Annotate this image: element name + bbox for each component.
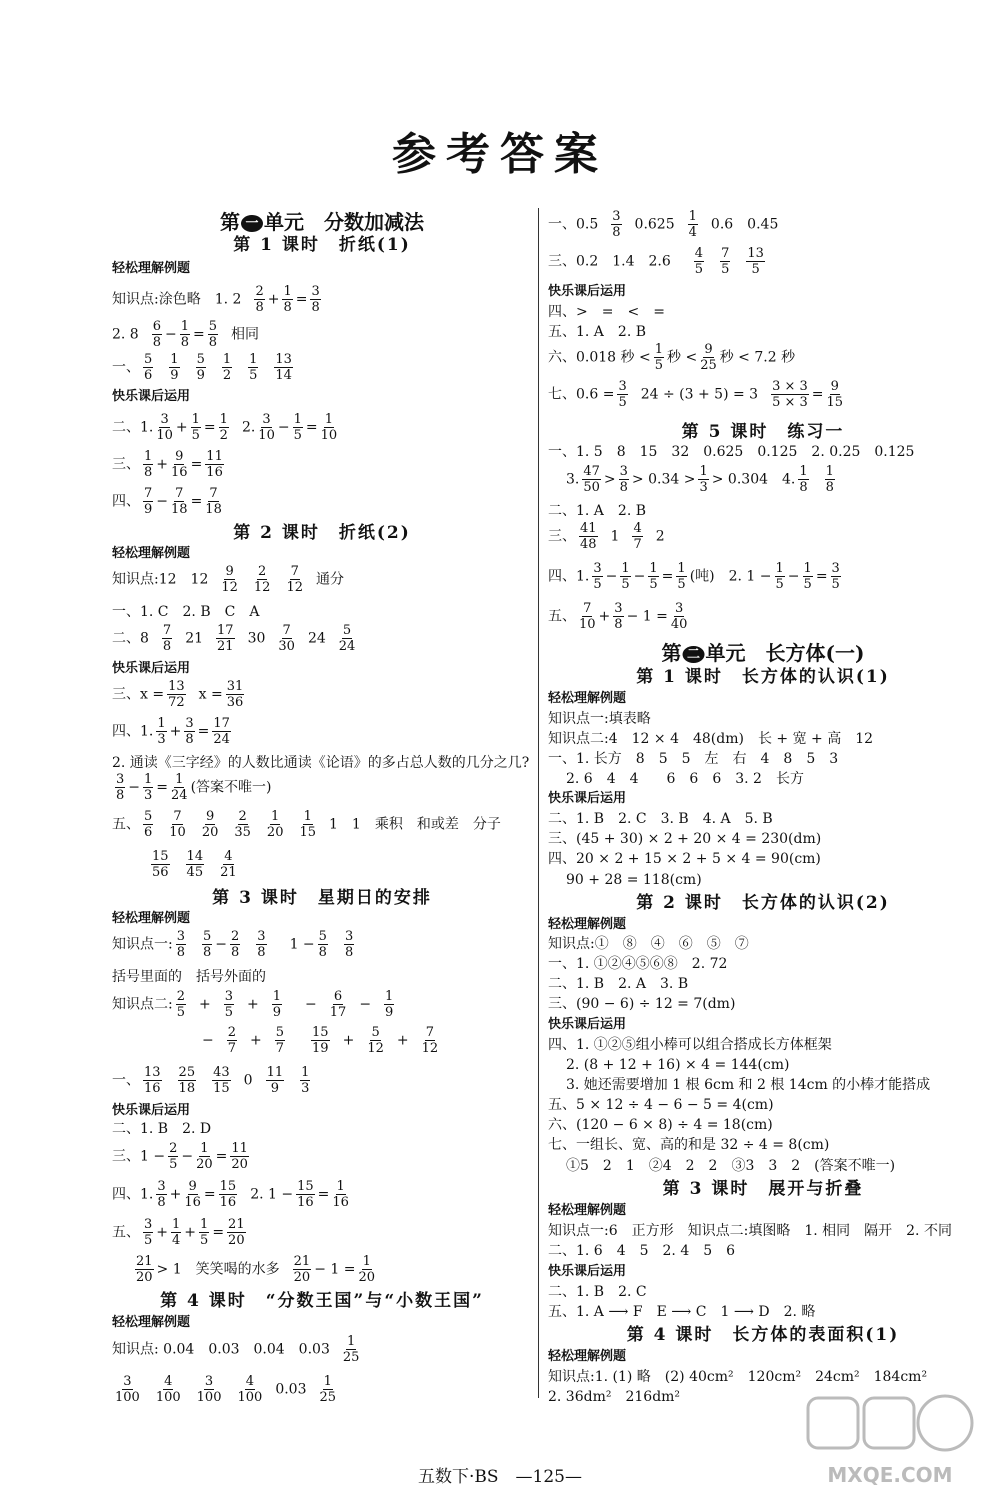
answer-line: 2. 6 4 4 6 6 6 3. 2 长方 bbox=[566, 771, 804, 787]
answer-line: 五、1. A 2. B bbox=[548, 324, 647, 340]
section-label: 轻松理解例题 bbox=[548, 1203, 627, 1218]
answer-line: 四、1. $\frac{1}{3}$ + $\frac{3}{8}$ = $\frac{17}{24}$ bbox=[112, 716, 230, 747]
answer-line: 三、 $\frac{1}{8}$ + $\frac{9}{16}$ = $\frac{11}{16}$ bbox=[112, 449, 223, 480]
fraction: $\frac{1}{3}$ bbox=[157, 716, 166, 747]
answer-line: 二、8 $\frac{7}{8}$ 21 $\frac{17}{21}$ 30 $\frac{7}{30}$ 24 $\frac{5}{24}$ bbox=[112, 623, 356, 654]
fraction: $\frac{5}{24}$ bbox=[338, 623, 356, 654]
fraction: $\frac{3 \times 3}{5 \times 3}$ bbox=[772, 379, 808, 410]
answer-line: 五、 $\frac{3}{5}$ + $\frac{1}{4}$ + $\frac{1}{5}$ = $\frac{21}{20}$ bbox=[112, 1217, 245, 1248]
fraction: $\frac{3}{10}$ bbox=[156, 412, 173, 443]
fraction: $\frac{7}{30}$ bbox=[278, 623, 295, 654]
answer-line: $\frac{3}{8}$ − $\frac{1}{3}$ = $\frac{1}{24}$ (答案不唯一) bbox=[116, 772, 272, 803]
answer-line: 四、> = < = bbox=[548, 304, 665, 320]
fraction: $\frac{7}{5}$ bbox=[721, 246, 730, 277]
fraction: $\frac{2}{8}$ bbox=[255, 284, 264, 315]
fraction: $\frac{3}{5}$ bbox=[144, 1217, 153, 1248]
fraction: $\frac{3}{8}$ bbox=[614, 601, 623, 632]
lesson-heading: 第 2 课时 折纸(2) bbox=[233, 523, 411, 543]
fraction: $\frac{6}{17}$ bbox=[329, 989, 347, 1020]
fraction: $\frac{7}{18}$ bbox=[205, 486, 222, 517]
fraction: $\frac{43}{15}$ bbox=[213, 1065, 230, 1096]
fraction: $\frac{3}{8}$ bbox=[344, 929, 354, 960]
answer-line: $\frac{3}{100}$ $\frac{4}{100}$ $\frac{3}{100}$ $\frac{4}{100}$ 0.03 $\frac{1}{25}$ bbox=[115, 1374, 337, 1405]
section-label: 快乐课后运用 bbox=[548, 284, 627, 299]
fraction: $\frac{7}{8}$ bbox=[162, 623, 172, 654]
fraction: $\frac{3}{8}$ bbox=[257, 929, 266, 960]
fraction: $\frac{2}{5}$ bbox=[169, 1141, 178, 1172]
fraction: $\frac{14}{45}$ bbox=[186, 849, 204, 880]
fraction: $\frac{17}{21}$ bbox=[217, 623, 234, 654]
fraction: $\frac{11}{16}$ bbox=[206, 449, 223, 480]
fraction: $\frac{1}{9}$ bbox=[170, 352, 179, 383]
lesson-heading: 第 4 课时 长方体的表面积(1) bbox=[626, 1325, 900, 1345]
fraction: $\frac{9}{16}$ bbox=[184, 1179, 201, 1210]
fraction: $\frac{5}{7}$ bbox=[275, 1025, 285, 1056]
fraction: $\frac{1}{3}$ bbox=[699, 464, 708, 495]
page-title: 参考答案 bbox=[392, 129, 608, 180]
fraction: $\frac{13}{16}$ bbox=[144, 1065, 161, 1096]
fraction: $\frac{5}{8}$ bbox=[203, 929, 212, 960]
fraction: $\frac{3}{8}$ bbox=[311, 284, 320, 315]
fraction: $\frac{1}{10}$ bbox=[320, 412, 338, 443]
fraction: $\frac{1}{4}$ bbox=[688, 209, 697, 240]
answer-line: 五、 $\frac{7}{10}$ + $\frac{3}{8}$ − 1 = $\frac{3}{40}$ bbox=[548, 601, 688, 632]
answer-line: 知识点二: $\frac{2}{5}$ + $\frac{3}{5}$ + $\frac{1}{9}$ − $\frac{6}{17}$ − $\frac{1}{9}$ bbox=[112, 989, 394, 1020]
fraction: $\frac{4}{21}$ bbox=[220, 849, 237, 880]
fraction: $\frac{13}{72}$ bbox=[168, 679, 185, 710]
section-label: 快乐课后运用 bbox=[548, 1264, 627, 1279]
fraction: $\frac{1}{8}$ bbox=[799, 464, 808, 495]
fraction: $\frac{7}{9}$ bbox=[144, 486, 153, 517]
answer-line: 二、1. 6 4 5 2. 4 5 6 bbox=[548, 1243, 736, 1259]
answer-line: 3. 她还需要增加 1 根 6cm 和 2 根 14cm 的小棒才能搭成 bbox=[566, 1077, 931, 1093]
fraction: $\frac{1}{8}$ bbox=[144, 449, 153, 480]
fraction: $\frac{3}{100}$ bbox=[115, 1374, 140, 1405]
answer-line: 知识点一: $\frac{3}{8}$ $\frac{5}{8}$ − $\frac{2}{8}$ $\frac{3}{8}$ 1 − $\frac{5}{8}$ $\frac{3}{8}$ bbox=[112, 929, 354, 960]
section-label: 轻松理解例题 bbox=[112, 261, 191, 276]
answer-line: 二、1. B 2. C bbox=[548, 1284, 647, 1300]
lesson-heading: 第 1 课时 长方体的认识(1) bbox=[636, 667, 890, 687]
fraction: $\frac{2}{8}$ bbox=[231, 929, 240, 960]
answer-line: 四、 $\frac{7}{9}$ − $\frac{7}{18}$ = $\frac{7}{18}$ bbox=[112, 486, 222, 517]
fraction: $\frac{21}{20}$ bbox=[228, 1217, 245, 1248]
fraction: $\frac{1}{5}$ bbox=[191, 412, 200, 443]
answer-line: 一、1. 长方 8 5 5 左 右 4 8 5 3 bbox=[548, 751, 839, 767]
fraction: $\frac{4}{7}$ bbox=[633, 521, 642, 552]
fraction: $\frac{1}{5}$ bbox=[249, 352, 258, 383]
answer-line: 五、1. A ⟶ F E ⟶ C 1 ⟶ D 2. 略 bbox=[548, 1304, 816, 1320]
fraction: $\frac{3}{100}$ bbox=[196, 1374, 222, 1405]
section-label: 快乐课后运用 bbox=[112, 389, 191, 404]
answer-line: 一、0.5 $\frac{3}{8}$ 0.625 $\frac{1}{4}$ 0.6 0.45 bbox=[548, 209, 779, 240]
fraction: $\frac{47}{50}$ bbox=[583, 464, 600, 495]
section-label: 轻松理解例题 bbox=[548, 1349, 627, 1364]
fraction: $\frac{1}{9}$ bbox=[385, 989, 394, 1020]
answer-line: 三、1 − $\frac{2}{5}$ − $\frac{1}{20}$ = $\frac{11}{20}$ bbox=[112, 1141, 248, 1172]
answer-line: 二、1. B 2. A 3. B bbox=[548, 976, 689, 992]
fraction: $\frac{9}{16}$ bbox=[171, 449, 188, 480]
unit-heading: 第 一 单元 分数加减法 bbox=[220, 210, 424, 234]
fraction: $\frac{13}{5}$ bbox=[747, 246, 764, 277]
answer-line: 六、0.018 秒 < $\frac{1}{5}$ 秒 < $\frac{9}{25}$ 秒 < 7.2 秒 bbox=[548, 342, 796, 373]
answer-line: 3. $\frac{47}{50}$ > $\frac{3}{8}$ > 0.34 > $\frac{1}{3}$ > 0.304 4. $\frac{1}{8}$ $\frac{1}{8}$ bbox=[566, 464, 834, 495]
fraction: $\frac{5}{6}$ bbox=[144, 809, 153, 840]
fraction: $\frac{1}{4}$ bbox=[172, 1217, 181, 1248]
fraction: $\frac{7}{18}$ bbox=[171, 486, 188, 517]
section-label: 轻松理解例题 bbox=[548, 917, 627, 932]
answer-line: 五、 $\frac{5}{6}$ $\frac{7}{10}$ $\frac{9}{20}$ $\frac{2}{35}$ $\frac{1}{20}$ $\frac{1}{15}$ 1 1 乘积 和或差 分子 bbox=[112, 809, 501, 840]
fraction: $\frac{3}{8}$ bbox=[612, 209, 621, 240]
lesson-heading: 第 3 课时 展开与折叠 bbox=[662, 1179, 864, 1199]
fraction: $\frac{2}{35}$ bbox=[234, 809, 251, 840]
fraction: $\frac{3}{8}$ bbox=[116, 772, 125, 803]
answer-line: 五、5 × 12 ÷ 4 − 6 − 5 = 4(cm) bbox=[548, 1097, 774, 1113]
answer-line: 三、(45 + 30) × 2 + 20 × 4 = 230(dm) bbox=[548, 831, 822, 847]
answer-line: 知识点:① ⑧ ④ ⑥ ⑤ ⑦ bbox=[548, 936, 749, 952]
fraction: $\frac{9}{12}$ bbox=[221, 564, 238, 595]
fraction: $\frac{5}{8}$ bbox=[318, 929, 327, 960]
fraction: $\frac{1}{9}$ bbox=[272, 989, 282, 1020]
section-label: 快乐课后运用 bbox=[548, 1017, 627, 1032]
fraction: $\frac{5}{8}$ bbox=[208, 319, 218, 350]
lesson-heading: 第 5 课时 练习一 bbox=[681, 422, 845, 442]
section-label: 轻松理解例题 bbox=[112, 546, 191, 561]
section-label: 快乐课后运用 bbox=[112, 661, 191, 676]
fraction: $\frac{3}{5}$ bbox=[618, 379, 627, 410]
answer-line: 二、1. B 2. D bbox=[112, 1121, 212, 1137]
fraction: $\frac{1}{5}$ bbox=[649, 561, 658, 592]
fraction: $\frac{21}{20}$ bbox=[136, 1254, 153, 1285]
fraction: $\frac{9}{15}$ bbox=[826, 379, 844, 410]
answer-line: 2. 通读《三字经》的人数比通读《论语》的多占总人数的几分之几? bbox=[112, 755, 530, 771]
answer-line: 六、(120 − 6 × 8) ÷ 4 = 18(cm) bbox=[548, 1117, 773, 1133]
fraction: $\frac{15}{16}$ bbox=[297, 1179, 314, 1210]
answer-line: 2. (8 + 12 + 16) × 4 = 144(cm) bbox=[566, 1057, 790, 1073]
fraction: $\frac{21}{20}$ bbox=[293, 1254, 311, 1285]
fraction: $\frac{1}{8}$ bbox=[180, 319, 190, 350]
fraction: $\frac{1}{2}$ bbox=[222, 352, 232, 383]
answer-line: 四、1. $\frac{3}{5}$ − $\frac{1}{5}$ − $\frac{1}{5}$ = $\frac{1}{5}$ (吨) 2. 1 − $\frac{1}{5}$ − $\frac{1}{5}$ = $\frac{3}{5}$ bbox=[548, 561, 840, 592]
fraction: $\frac{9}{20}$ bbox=[201, 809, 219, 840]
answer-line: 括号里面的 括号外面的 bbox=[112, 969, 266, 985]
fraction: $\frac{11}{9}$ bbox=[266, 1065, 284, 1096]
answer-line: 二、1. $\frac{3}{10}$ + $\frac{1}{5}$ = $\frac{1}{2}$ 2. $\frac{3}{10}$ − $\frac{1}{5}$ = $\frac{1}{10}$ bbox=[112, 412, 338, 443]
answer-line: $\frac{21}{20}$ > 1 笑笑喝的水多 $\frac{21}{20}$ − 1 = $\frac{1}{20}$ bbox=[136, 1254, 376, 1285]
fraction: $\frac{5}{9}$ bbox=[196, 352, 205, 383]
column-divider bbox=[538, 208, 539, 1398]
fraction: $\frac{3}{40}$ bbox=[670, 601, 688, 632]
answer-line: 知识点:涂色略 1. 2 $\frac{2}{8}$ + $\frac{1}{8}$ = $\frac{3}{8}$ bbox=[112, 284, 320, 315]
fraction: $\frac{15}{19}$ bbox=[312, 1025, 329, 1056]
fraction: $\frac{15}{56}$ bbox=[152, 849, 169, 880]
answer-line: 一、 $\frac{13}{16}$ $\frac{25}{18}$ $\frac{43}{15}$ 0 $\frac{11}{9}$ $\frac{1}{3}$ bbox=[112, 1065, 310, 1096]
fraction: $\frac{1}{3}$ bbox=[144, 772, 153, 803]
fraction: $\frac{25}{18}$ bbox=[178, 1065, 196, 1096]
section-label: 轻松理解例题 bbox=[548, 691, 627, 706]
answer-line: 知识点:12 12 $\frac{9}{12}$ $\frac{2}{12}$ $\frac{7}{12}$ 通分 bbox=[112, 564, 344, 595]
section-label: 轻松理解例题 bbox=[112, 1315, 191, 1330]
fraction: $\frac{7}{12}$ bbox=[286, 564, 303, 595]
fraction: $\frac{7}{10}$ bbox=[579, 601, 596, 632]
fraction: $\frac{31}{36}$ bbox=[226, 679, 244, 710]
answer-line: 90 + 28 = 118(cm) bbox=[566, 872, 702, 888]
fraction: $\frac{1}{20}$ bbox=[266, 809, 284, 840]
answer-line: 二、1. A 2. B bbox=[548, 503, 647, 519]
fraction: $\frac{2}{7}$ bbox=[227, 1025, 237, 1056]
answer-line: 四、1. ①②⑤组小棒可以组合搭成长方体框架 bbox=[548, 1037, 832, 1053]
fraction: $\frac{17}{24}$ bbox=[213, 716, 230, 747]
section-label: 快乐课后运用 bbox=[548, 791, 627, 806]
fraction: $\frac{11}{20}$ bbox=[231, 1141, 248, 1172]
answer-line: 知识点二:4 12 × 4 48(dm) 长 + 宽 + 高 12 bbox=[548, 731, 874, 747]
answer-line: 一、 $\frac{5}{6}$ $\frac{1}{9}$ $\frac{5}{9}$ $\frac{1}{2}$ $\frac{1}{5}$ $\frac{13}{14}$ bbox=[112, 352, 292, 383]
fraction: $\frac{4}{100}$ bbox=[155, 1374, 181, 1405]
fraction: $\frac{1}{8}$ bbox=[283, 284, 292, 315]
answer-line: 四、1. $\frac{3}{8}$ + $\frac{9}{16}$ = $\frac{15}{16}$ 2. 1 − $\frac{15}{16}$ = $\frac{1}{16}$ bbox=[112, 1179, 349, 1210]
fraction: $\frac{3}{8}$ bbox=[157, 1179, 166, 1210]
answer-line: 三、0.2 1.4 2.6 $\frac{4}{5}$ $\frac{7}{5}$ $\frac{13}{5}$ bbox=[548, 246, 764, 277]
watermark-text: MXQE.COM bbox=[827, 1463, 953, 1487]
answer-line: ①5 2 1 ②4 2 2 ③3 3 2 (答案不唯一) bbox=[566, 1158, 896, 1174]
fraction: $\frac{3}{8}$ bbox=[185, 716, 194, 747]
answer-line: 一、1. 5 8 15 32 0.625 0.125 2. 0.25 0.125 bbox=[548, 444, 915, 460]
fraction: $\frac{1}{5}$ bbox=[775, 561, 784, 592]
answer-line: 知识点:1. (1) 略 (2) 40cm² 120cm² 24cm² 184cm² bbox=[548, 1369, 928, 1385]
page-footer: 五数下·BS —125— bbox=[418, 1467, 582, 1487]
fraction: $\frac{9}{25}$ bbox=[700, 342, 717, 373]
section-label: 轻松理解例题 bbox=[112, 911, 191, 926]
answer-line: 一、1. C 2. B C A bbox=[112, 604, 260, 620]
answer-line: − $\frac{2}{7}$ + $\frac{5}{7}$ $\frac{15}{19}$ + $\frac{5}{12}$ + $\frac{7}{12}$ bbox=[202, 1025, 439, 1056]
fraction: $\frac{3}{10}$ bbox=[258, 412, 275, 443]
section-label: 快乐课后运用 bbox=[112, 1103, 191, 1118]
fraction: $\frac{1}{3}$ bbox=[301, 1065, 310, 1096]
fraction: $\frac{4}{5}$ bbox=[694, 246, 704, 277]
fraction: $\frac{2}{12}$ bbox=[253, 564, 271, 595]
fraction: $\frac{3}{5}$ bbox=[224, 989, 234, 1020]
unit-heading: 第 二 单元 长方体(一) bbox=[661, 641, 865, 665]
answer-line: 三、(90 − 6) ÷ 12 = 7(dm) bbox=[548, 996, 736, 1012]
answer-line: 三、 $\frac{41}{48}$ 1 $\frac{4}{7}$ 2 bbox=[548, 521, 665, 552]
answer-line: 2. 8 $\frac{6}{8}$ − $\frac{1}{8}$ = $\frac{5}{8}$ 相同 bbox=[112, 319, 260, 350]
fraction: $\frac{1}{5}$ bbox=[200, 1217, 209, 1248]
answer-line: 七、0.6 = $\frac{3}{5}$ 24 ÷ (3 + 5) = 3 $\frac{3 \times 3}{5 \times 3}$ = $\frac{9}{15}$ bbox=[548, 379, 844, 410]
watermark-logo bbox=[800, 1390, 980, 1490]
fraction: $\frac{1}{5}$ bbox=[677, 561, 686, 592]
answer-line: 四、20 × 2 + 15 × 2 + 5 × 4 = 90(cm) bbox=[548, 851, 821, 867]
lesson-heading: 第 1 课时 折纸(1) bbox=[233, 235, 411, 255]
fraction: $\frac{3}{8}$ bbox=[619, 464, 628, 495]
fraction: $\frac{3}{5}$ bbox=[831, 561, 840, 592]
fraction: $\frac{1}{8}$ bbox=[825, 464, 834, 495]
fraction: $\frac{5}{6}$ bbox=[144, 352, 153, 383]
fraction: $\frac{1}{25}$ bbox=[319, 1374, 337, 1405]
fraction: $\frac{1}{15}$ bbox=[299, 809, 317, 840]
fraction: $\frac{7}{10}$ bbox=[169, 809, 186, 840]
answer-line: 2. 36dm² 216dm² bbox=[548, 1389, 681, 1405]
fraction: $\frac{1}{25}$ bbox=[342, 1334, 360, 1365]
answer-line: 一、1. ①②④⑤⑥⑧ 2. 72 bbox=[548, 956, 728, 972]
fraction: $\frac{1}{24}$ bbox=[171, 772, 188, 803]
fraction: $\frac{2}{5}$ bbox=[176, 989, 185, 1020]
lesson-heading: 第 4 课时 “分数王国”与“小数王国” bbox=[160, 1291, 484, 1311]
fraction: $\frac{6}{8}$ bbox=[152, 319, 161, 350]
answer-line: 七、一组长、宽、高的和是 32 ÷ 4 = 8(cm) bbox=[548, 1137, 830, 1153]
fraction: $\frac{3}{5}$ bbox=[593, 561, 602, 592]
answer-line bbox=[148, 850, 240, 879]
fraction: $\frac{1}{20}$ bbox=[358, 1254, 376, 1285]
answer-line: 知识点一:6 正方形 知识点二:填图略 1. 相同 隔开 2. 不同 bbox=[548, 1223, 952, 1239]
answer-line: 知识点: 0.04 0.03 0.04 0.03 $\frac{1}{25}$ bbox=[112, 1334, 360, 1365]
fraction: $\frac{1}{20}$ bbox=[196, 1141, 213, 1172]
answer-line: 三、x = $\frac{13}{72}$ x = $\frac{31}{36}$ bbox=[112, 679, 244, 710]
fraction: $\frac{1}{2}$ bbox=[219, 412, 228, 443]
fraction: $\frac{3}{8}$ bbox=[176, 929, 185, 960]
fraction: $\frac{15}{16}$ bbox=[219, 1179, 237, 1210]
fraction: $\frac{1}{5}$ bbox=[654, 342, 663, 373]
lesson-heading: 第 3 课时 星期日的安排 bbox=[212, 888, 432, 908]
fraction: $\frac{5}{12}$ bbox=[367, 1025, 384, 1056]
answer-line: 二、1. B 2. C 3. B 4. A 5. B bbox=[548, 811, 773, 827]
fraction: $\frac{1}{16}$ bbox=[332, 1179, 349, 1210]
fraction: $\frac{4}{100}$ bbox=[237, 1374, 263, 1405]
fraction: $\frac{41}{48}$ bbox=[580, 521, 597, 552]
fraction: $\frac{1}{5}$ bbox=[621, 561, 630, 592]
fraction: $\frac{1}{5}$ bbox=[293, 412, 302, 443]
answer-line: 知识点一:填表略 bbox=[548, 711, 651, 727]
lesson-heading: 第 2 课时 长方体的认识(2) bbox=[636, 893, 890, 913]
fraction: $\frac{13}{14}$ bbox=[275, 352, 292, 383]
fraction: $\frac{1}{5}$ bbox=[803, 561, 812, 592]
fraction: $\frac{7}{12}$ bbox=[421, 1025, 439, 1056]
